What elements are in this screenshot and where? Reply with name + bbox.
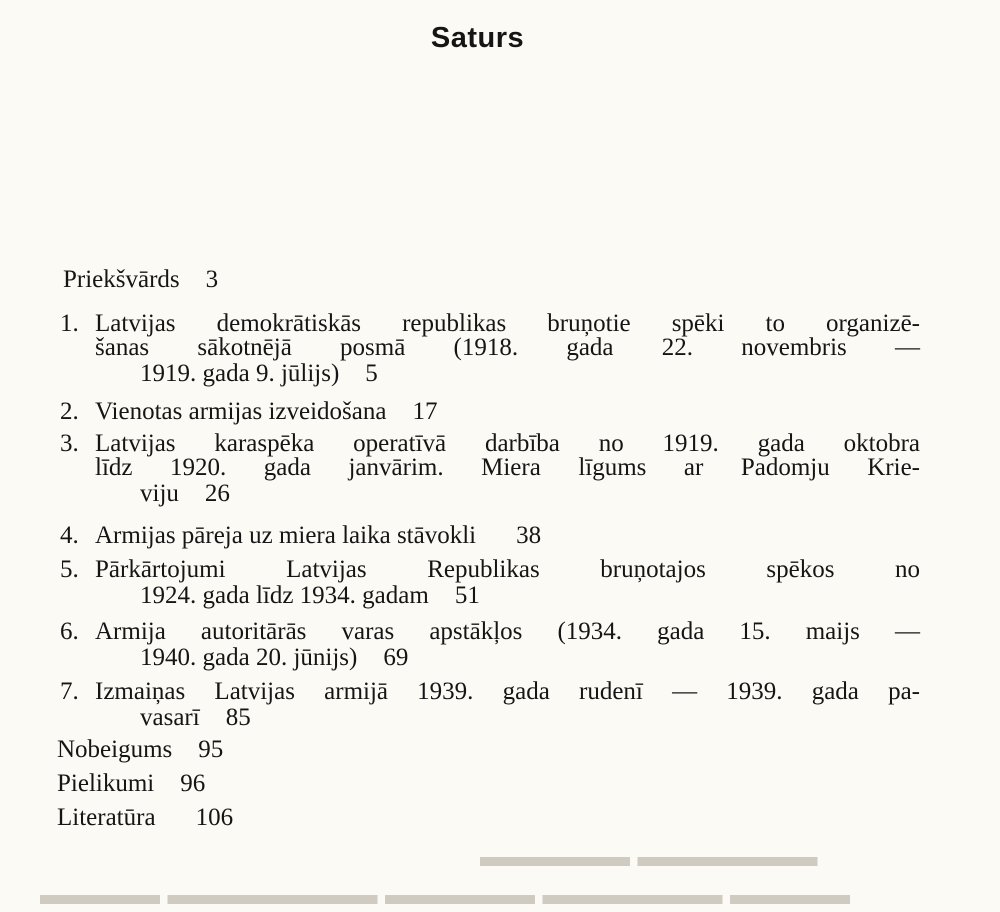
toc-entry (57, 770, 457, 797)
toc-page-number: 69 (383, 644, 409, 671)
toc-entry-line: 1919. gada 9. jūlijs) 5 (140, 360, 378, 387)
bleed-through-mark: ▬▬▬▬▬ ▬▬▬▬▬▬ (480, 840, 818, 873)
toc-entry (60, 430, 920, 514)
toc-page-number: 17 (412, 398, 438, 425)
toc-entry-number: 3. (60, 430, 79, 457)
toc-entry-line: Izmaiņas Latvijas armijā 1939. gada rudenī — 1939. gada pa- (95, 678, 920, 705)
toc-entry-line: 1940. gada 20. jūnijs) 69 (140, 644, 409, 671)
toc-entry-line: Priekšvārds 3 (63, 266, 219, 293)
toc-page-number: 96 (180, 770, 206, 797)
toc-entry-number: 6. (60, 618, 79, 645)
toc-entry-line: viju 26 (140, 480, 230, 507)
toc-entry-number: 5. (60, 556, 79, 583)
toc-entry-line: Nobeigums 95 (57, 736, 224, 763)
toc-entry-number: 7. (60, 678, 79, 705)
toc-entry (57, 804, 457, 831)
toc-page-number: 5 (365, 360, 378, 387)
toc-entry-line: Latvijas karaspēka operatīvā darbība no 1919. gada oktobra (95, 430, 920, 457)
toc-page-number: 85 (225, 704, 251, 731)
toc-entry-line: Armijas pāreja uz miera laika stāvokli 38 (95, 522, 542, 549)
toc-entry-line: vasarī 85 (140, 704, 251, 731)
toc-entry (60, 556, 920, 614)
toc-entry (57, 736, 457, 763)
toc-entry-line: šanas sākotnējā posmā (1918. gada 22. novembris — (95, 334, 920, 361)
toc-page-number: 106 (195, 804, 234, 831)
toc-entry-line: Pārkārtojumi Latvijas Republikas bruņotajos spēkos no (95, 556, 920, 583)
toc-entry-line: Armija autoritārās varas apstākļos (1934. gada 15. maijs — (95, 618, 920, 645)
toc-entry-number: 4. (60, 522, 79, 549)
bleed-through-mark: ▬▬▬▬ ▬▬▬▬▬▬▬ ▬▬▬▬▬ ▬▬▬▬▬▬ ▬▬▬▬ (40, 878, 850, 911)
toc-page-number: 26 (204, 480, 230, 507)
toc-page-number: 51 (454, 582, 480, 609)
toc-page-number: 38 (516, 522, 542, 549)
toc-entry-line: līdz 1920. gada janvārim. Miera līgums ar Padomju Krie- (95, 454, 920, 481)
toc-entry (60, 678, 920, 736)
toc-entry-line: Latvijas demokrātiskās republikas bruņotie spēki to organizē- (95, 310, 920, 337)
toc-entry-line: 1924. gada līdz 1934. gadam 51 (140, 582, 480, 609)
toc-entry-number: 1. (60, 310, 79, 337)
toc-entry (60, 310, 920, 394)
page-title: Saturs (430, 22, 525, 54)
toc-entry-line: Vienotas armijas izveidošana 17 (95, 398, 438, 425)
toc-page-number: 95 (198, 736, 224, 763)
toc-entry-line: Literatūra 106 (57, 804, 234, 831)
toc-entry (63, 266, 463, 293)
toc-page-number: 3 (205, 266, 219, 293)
toc-entry (60, 618, 920, 676)
toc-entry-number: 2. (60, 398, 79, 425)
toc-entry-line: Pielikumi 96 (57, 770, 206, 797)
